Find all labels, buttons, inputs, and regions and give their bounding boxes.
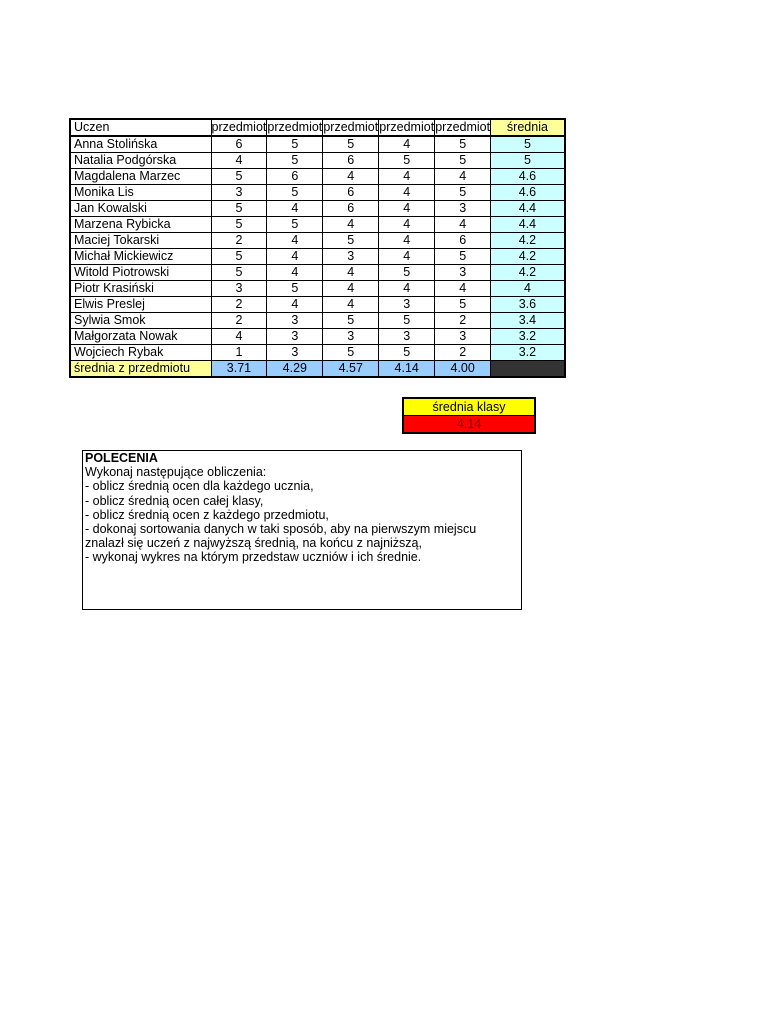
grade-cell[interactable]: 4 [323,297,379,313]
grade-cell[interactable]: 5 [267,185,323,201]
grade-cell[interactable]: 5 [211,249,267,265]
subject-average-cell[interactable]: 4.00 [435,361,491,378]
grade-cell[interactable]: 5 [267,217,323,233]
student-name-cell[interactable]: Marzena Rybicka [70,217,211,233]
student-row [70,169,565,185]
grade-cell[interactable]: 5 [435,153,491,169]
subject-average-cell[interactable]: 3.71 [211,361,267,378]
grade-cell[interactable]: 3 [211,185,267,201]
student-row [70,345,565,361]
grade-cell[interactable]: 2 [211,233,267,249]
task-line: - oblicz średnią ocen całej klasy, [85,493,264,508]
grade-cell[interactable]: 4 [267,265,323,281]
student-name-cell[interactable]: Wojciech Rybak [70,345,211,361]
student-row [70,297,565,313]
header-subject-cell[interactable]: przedmiot [267,120,323,134]
student-average-cell[interactable]: 4.2 [491,249,565,265]
student-row [70,281,565,297]
grade-cell[interactable]: 4 [379,281,435,297]
grade-cell[interactable]: 5 [435,136,491,153]
student-row [70,265,565,281]
grade-cell[interactable]: 2 [211,297,267,313]
grade-cell[interactable]: 5 [267,136,323,153]
task-line: znalazł się uczeń z najwyższą średnią, na końcu z najniższą, [85,536,422,551]
subject-average-row [70,361,565,378]
student-row [70,249,565,265]
grade-cell[interactable]: 6 [267,169,323,185]
student-name-cell[interactable]: Magdalena Marzec [70,169,211,185]
student-row [70,201,565,217]
grade-cell[interactable]: 4 [323,265,379,281]
grade-cell[interactable]: 3 [267,329,323,345]
grade-cell[interactable]: 4 [379,233,435,249]
grade-cell[interactable]: 6 [323,153,379,169]
student-average-cell[interactable]: 4.6 [491,185,565,201]
student-average-cell[interactable]: 4.2 [491,265,565,281]
grade-cell[interactable]: 3 [379,329,435,345]
student-name-cell[interactable]: Natalia Podgórska [70,153,211,169]
student-name-cell[interactable]: Piotr Krasiński [70,281,211,297]
grades-table [69,118,566,378]
grade-cell[interactable]: 5 [379,313,435,329]
student-name-cell[interactable]: Witold Piotrowski [70,265,211,281]
subject-average-cell[interactable]: 4.14 [379,361,435,378]
grade-cell[interactable]: 5 [379,153,435,169]
grade-cell[interactable]: 5 [323,345,379,361]
student-row [70,313,565,329]
grade-cell[interactable]: 3 [267,345,323,361]
grade-cell[interactable]: 5 [323,136,379,153]
header-subject-cell[interactable]: przedmiot [379,120,435,134]
student-row [70,233,565,249]
grade-cell[interactable]: 2 [211,313,267,329]
grade-cell[interactable]: 5 [211,217,267,233]
grade-cell[interactable]: 5 [267,281,323,297]
task-line: - oblicz średnią ocen dla każdego ucznia, [85,479,314,494]
grade-cell[interactable]: 4 [435,169,491,185]
grade-cell[interactable]: 3 [267,313,323,329]
grade-cell[interactable]: 3 [211,281,267,297]
grade-cell[interactable]: 5 [323,233,379,249]
header-average-cell[interactable]: średnia [491,119,565,136]
task-line: - wykonaj wykres na którym przedstaw uczniów i ich średnie. [85,550,422,565]
grade-cell[interactable]: 2 [435,313,491,329]
grade-cell[interactable]: 4 [267,201,323,217]
grade-cell[interactable]: 6 [323,185,379,201]
grade-cell[interactable]: 5 [211,201,267,217]
student-average-cell[interactable]: 3.4 [491,313,565,329]
task-line: - dokonaj sortowania danych w taki sposób, aby na pierwszym miejscu [85,522,477,537]
grade-cell[interactable]: 4 [267,249,323,265]
grade-cell[interactable]: 5 [211,265,267,281]
student-row [70,185,565,201]
student-average-cell[interactable]: 4.6 [491,169,565,185]
student-name-cell[interactable]: Monika Lis [70,185,211,201]
student-average-cell[interactable]: 4.2 [491,233,565,249]
class-average-label[interactable]: średnia klasy [404,399,534,416]
grade-cell[interactable]: 6 [323,201,379,217]
empty-dark-cell[interactable] [491,361,565,378]
grade-cell[interactable]: 4 [267,233,323,249]
grade-cell[interactable]: 5 [211,169,267,185]
student-average-cell[interactable]: 4.4 [491,201,565,217]
subject-average-cell[interactable]: 4.29 [267,361,323,378]
student-name-cell[interactable]: Anna Stolińska [70,136,211,153]
header-name-cell[interactable]: Uczen [70,119,211,136]
grade-cell[interactable]: 3 [435,201,491,217]
task-line: - oblicz średnią ocen z każdego przedmiotu, [85,507,329,522]
subject-average-cell[interactable]: 4.57 [323,361,379,378]
grade-cell[interactable]: 3 [323,249,379,265]
grade-cell[interactable]: 3 [379,297,435,313]
tasks-title: POLECENIA [85,451,158,465]
student-row [70,329,565,345]
grade-cell[interactable]: 4 [211,329,267,345]
student-average-cell[interactable]: 4 [491,281,565,297]
header-row [70,119,565,136]
grade-cell[interactable]: 5 [379,265,435,281]
student-average-cell[interactable]: 3.2 [491,345,565,361]
grade-cell[interactable]: 4 [267,297,323,313]
student-name-cell[interactable]: Elwis Preslej [70,297,211,313]
header-subject-cell[interactable]: przedmiot [211,120,267,134]
grade-cell[interactable]: 4 [379,217,435,233]
grade-cell[interactable]: 4 [211,153,267,169]
tasks-lines [85,465,521,564]
grade-cell[interactable]: 4 [379,169,435,185]
student-average-cell[interactable]: 5 [491,153,565,169]
grade-cell[interactable]: 4 [323,217,379,233]
grade-cell[interactable]: 6 [211,136,267,153]
student-row [70,136,565,153]
grade-cell[interactable]: 6 [435,233,491,249]
grade-cell[interactable]: 5 [379,345,435,361]
grade-cell[interactable]: 4 [379,249,435,265]
grade-cell[interactable]: 3 [323,329,379,345]
subject-average-label[interactable]: średnia z przedmiotu [70,361,211,378]
student-average-cell[interactable]: 4.4 [491,217,565,233]
student-name-cell[interactable]: Maciej Tokarski [70,233,211,249]
grade-cell[interactable]: 3 [435,329,491,345]
student-row [70,217,565,233]
student-name-cell[interactable]: Michał Mickiewicz [70,249,211,265]
grade-cell[interactable]: 4 [435,217,491,233]
student-name-cell[interactable]: Małgorzata Nowak [70,329,211,345]
grade-cell[interactable]: 3 [435,265,491,281]
grade-cell[interactable]: 5 [435,185,491,201]
grade-cell[interactable]: 1 [211,345,267,361]
header-subject-cell[interactable]: przedmiot [435,120,491,134]
grade-cell[interactable]: 5 [435,297,491,313]
student-average-cell[interactable]: 3.6 [491,297,565,313]
grade-cell[interactable]: 4 [435,281,491,297]
tasks-box [82,450,522,610]
class-average-value[interactable]: 4.14 [404,416,534,432]
class-average-box [402,397,536,434]
task-line: Wykonaj następujące obliczenia: [85,465,267,480]
student-row [70,153,565,169]
grade-cell[interactable]: 4 [379,185,435,201]
grade-cell[interactable]: 4 [379,136,435,153]
student-name-cell[interactable]: Sylwia Smok [70,313,211,329]
grade-cell[interactable]: 5 [435,249,491,265]
grade-cell[interactable]: 5 [323,313,379,329]
grade-cell[interactable]: 2 [435,345,491,361]
student-average-cell[interactable]: 3.2 [491,329,565,345]
grade-cell[interactable]: 4 [323,281,379,297]
student-name-cell[interactable]: Jan Kowalski [70,201,211,217]
grade-cell[interactable]: 4 [323,169,379,185]
grade-cell[interactable]: 4 [379,201,435,217]
header-subject-cell[interactable]: przedmiot [323,120,379,134]
student-average-cell[interactable]: 5 [491,136,565,153]
grade-cell[interactable]: 5 [267,153,323,169]
